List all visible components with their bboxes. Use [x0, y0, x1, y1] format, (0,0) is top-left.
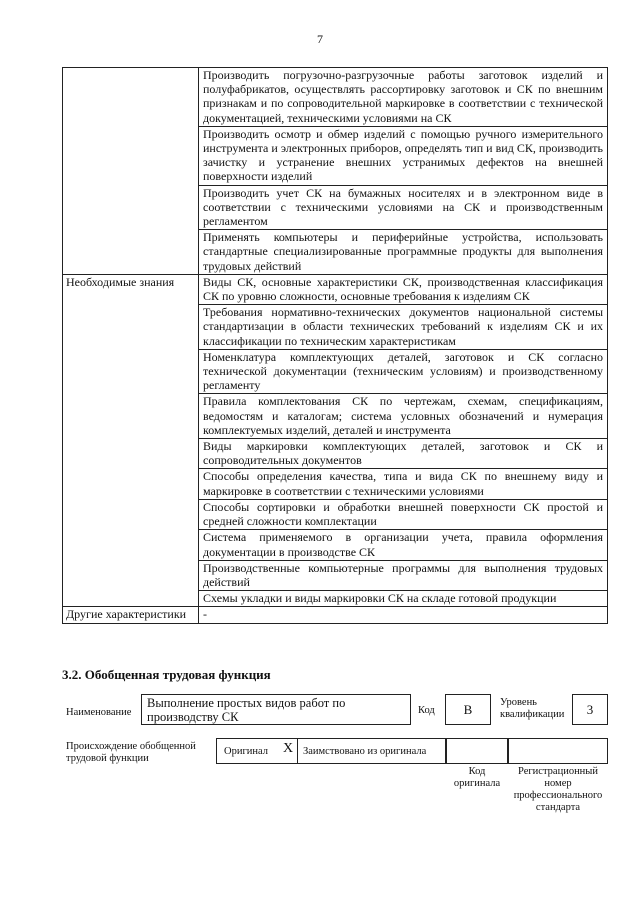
original-mark: X [283, 741, 294, 756]
requirement-cell: Способы определения качества, типа и вида СК по внешнему виду и маркировке в соответствии с техническими условиями [199, 469, 608, 499]
requirement-cell: Номенклатура комплектующих деталей, заготовок и СК согласно технической документации (техническим условиям) и производственному регламенту [199, 349, 608, 394]
requirement-cell: Производить учет СК на бумажных носителях и в электронном виде в соответствии с техническими условиями на СК и производственным регламентом [199, 185, 608, 230]
origin-label: Происхождение обобщенной трудовой функции [66, 741, 196, 764]
table-row [63, 68, 608, 127]
requirement-cell: Производить осмотр и обмер изделий с помощью ручного измерительного инструмента и электронных приборов, определять тип и вид СК, производить зачистку и устранение внешних устранимых дефектов на внешней поверхности изделий [199, 126, 608, 185]
requirement-cell: Правила комплектования СК по чертежам, схемам, спецификациям, ведомостям и каталогам; система условных обозначений и нумерация комплектуемых изделий, деталей и инструмента [199, 394, 608, 439]
function-name-field [141, 694, 411, 725]
code-caption: Код оригинала [453, 766, 501, 789]
original-code-field [446, 738, 508, 764]
requirement-cell: - [199, 607, 608, 623]
requirement-cell: Виды маркировки комплектующих деталей, заготовок и СК и сопроводительных документов [199, 439, 608, 469]
requirement-cell: Способы сортировки и обработки внешней поверхности СК простой и средней сложности комплектации [199, 499, 608, 529]
requirement-cell: Схемы укладки и виды маркировки СК на складе готовой продукции [199, 591, 608, 607]
requirement-cell: Система применяемого в организации учета, правила оформления документации в производстве СК [199, 530, 608, 560]
row-label: Необходимые знания [63, 274, 199, 606]
level-label: Уровень квалификации [500, 697, 565, 720]
row-label: Другие характеристики [63, 607, 199, 623]
section-title: 3.2. Обобщенная трудовая функция [62, 667, 271, 682]
original-label: Оригинал [224, 746, 268, 757]
code-value: B [463, 702, 473, 717]
function-name-value: Выполнение простых видов работ по производству СК [147, 696, 346, 724]
borrowed-label: Заимствовано из оригинала [303, 746, 427, 757]
code-label: Код [418, 705, 435, 716]
requirement-cell: Применять компьютеры и периферийные устройства, использовать стандартные специализированные программные продукты для выполнения трудовых действий [199, 230, 608, 275]
requirement-cell: Производственные компьютерные программы для выполнения трудовых действий [199, 560, 608, 590]
name-label: Наименование [66, 707, 132, 718]
requirement-cell: Виды СК, основные характеристики СК, производственная классификация СК по уровню сложности, основные требования к изделиям СК [199, 274, 608, 304]
page-number: 7 [317, 32, 323, 46]
requirement-cell: Требования нормативно-технических документов национальной системы стандартизации в области технических требований к изделиям СК и их классификации по техническим характеристикам [199, 305, 608, 350]
skills-table [62, 67, 608, 624]
table-row [63, 607, 608, 623]
table-row [63, 274, 608, 304]
row-label [63, 68, 199, 275]
registration-number-field [508, 738, 608, 764]
code-field [445, 694, 491, 725]
requirement-cell: Производить погрузочно-разгрузочные работы заготовок изделий и полуфабрикатов, осуществлять рассортировку заготовок и СК по внешним признакам и по сопроводительной маркировке в соответствии с технической документацией, техническими условиями на СК [199, 68, 608, 127]
level-value: 3 [586, 702, 594, 717]
level-field [572, 694, 608, 725]
reg-caption: Регистрационный номер профессионального стандарта [513, 766, 603, 813]
